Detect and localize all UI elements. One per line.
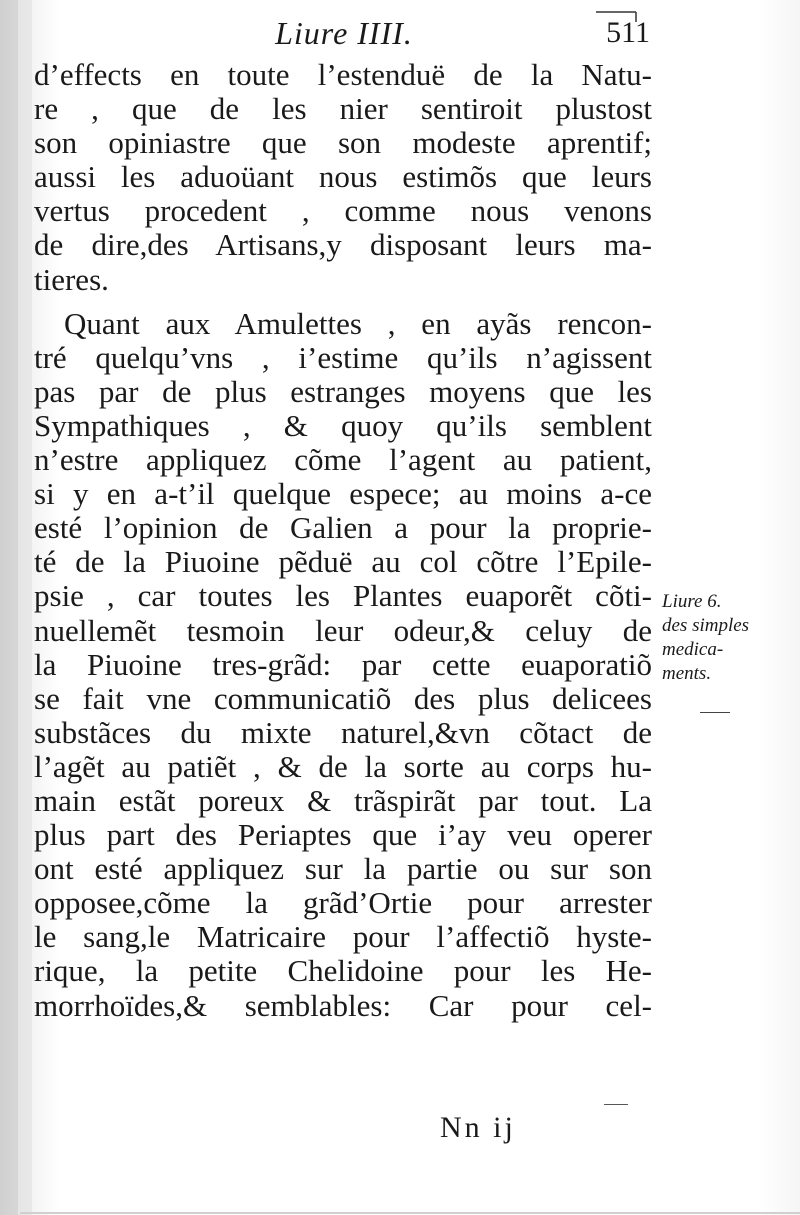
marginal-note <box>662 590 792 686</box>
page-header <box>34 10 654 56</box>
marginal-note-line: des simples <box>662 615 750 636</box>
text-line: opposee,cõme la grãd’Ortie pour arrester <box>34 886 652 921</box>
text-line: de dire,des Artisans,y disposant leurs ma- <box>34 228 652 263</box>
text-line: vertus procedent , comme nous venons <box>34 194 652 229</box>
text-line: si y en a-t’il quelque espece; au moins a-ce <box>34 477 652 512</box>
marginal-note-line: ments. <box>662 663 712 684</box>
text-line: esté l’opinion de Galien a pour la proprie- <box>34 511 652 546</box>
text-line: psie , car toutes les Plantes euaporẽt cõti- <box>34 579 652 614</box>
text-line: re , que de les nier sentiroit plustost <box>34 92 652 127</box>
body-text <box>34 58 652 1023</box>
text-line: plus part des Periaptes que i’ay veu operer <box>34 818 652 853</box>
gutter-shadow <box>0 0 18 1215</box>
text-line: le sang,le Matricaire pour l’affectiõ hyste- <box>34 920 652 955</box>
text-line: rique, la petite Chelidoine pour les He- <box>34 954 652 989</box>
paragraph-first-line: Quant aux Amulettes , en ayãs rencon- <box>64 306 652 341</box>
text-line: morrhoïdes,& semblables: Car pour cel- <box>34 988 652 1023</box>
text-line: main estãt poreux & trãspirãt par tout. La <box>34 783 652 818</box>
text-line: l’agẽt au patiẽt , & de la sorte au corps hu- <box>34 749 652 784</box>
text-line: tré quelqu’vns , i’estime qu’ils n’agissent <box>34 340 652 375</box>
gutter-fade <box>18 0 32 1215</box>
marginal-rule <box>700 712 730 713</box>
page-number: 511 <box>606 16 650 49</box>
text-line: substãces du mixte naturel,&vn cõtact de <box>34 715 652 750</box>
text-line: ont esté appliquez sur la partie ou sur son <box>34 852 652 887</box>
text-line: té de la Piuoine pẽduë au col cõtre l’Epile- <box>34 545 652 580</box>
text-line: n’estre appliquez cõme l’agent au patient, <box>34 443 652 478</box>
paragraph-end-line: tieres. <box>34 262 109 297</box>
footer-rule <box>604 1104 628 1105</box>
marginal-note-line: Liure 6. <box>662 591 722 612</box>
text-line: Sympathiques , & quoy qu’ils semblent <box>34 408 652 443</box>
text-line: se fait vne communicatiõ des plus delicees <box>34 681 652 716</box>
text-line: d’effects en toute l’estenduë de la Natu- <box>34 58 652 92</box>
text-line: la Piuoine tres-grãd: par cette euaporatiõ <box>34 647 652 682</box>
text-line: nuellemẽt tesmoin leur odeur,& celuy de <box>34 613 652 648</box>
text-line: pas par de plus estranges moyens que les <box>34 374 652 409</box>
marginal-note-line: medica- <box>662 639 724 660</box>
running-head: Liure IIII. <box>275 15 413 51</box>
paragraph-gap <box>34 297 652 307</box>
text-line: son opiniastre que son modeste aprentif; <box>34 126 652 161</box>
text-line: aussi les aduoüant nous estimõs que leurs <box>34 160 652 195</box>
signature-mark: Nn ij <box>440 1111 516 1144</box>
